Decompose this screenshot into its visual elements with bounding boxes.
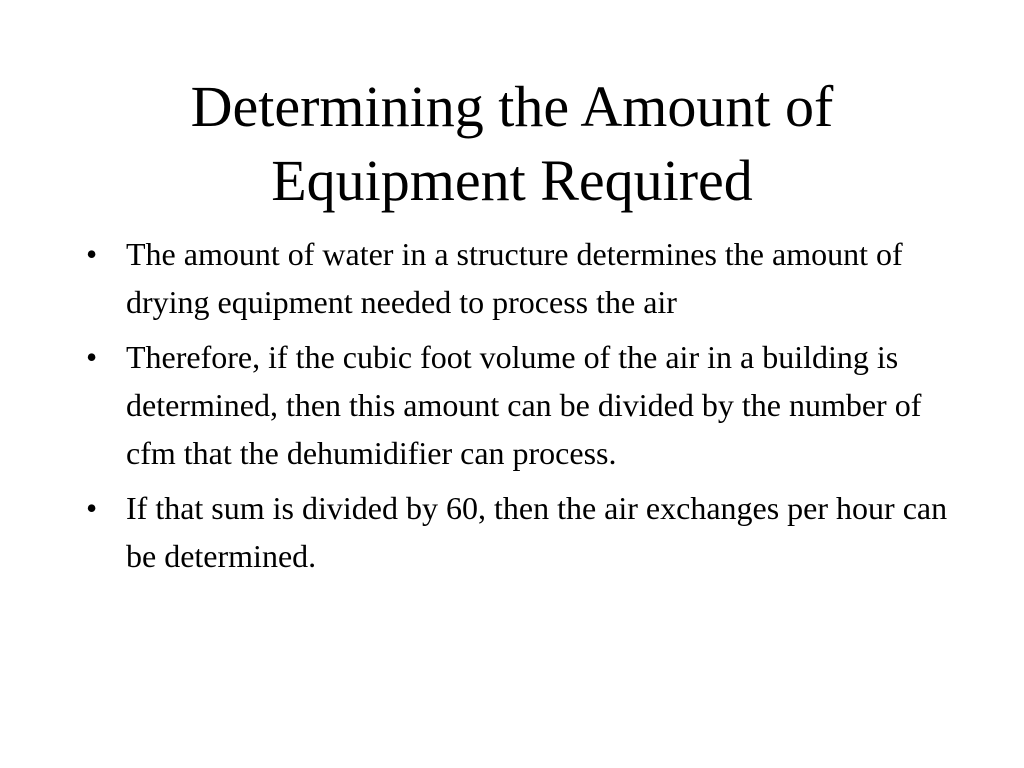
- title-line-1: Determining the Amount of: [190, 74, 834, 139]
- title-line-2: Equipment Required: [271, 148, 753, 213]
- bullet-item: [86, 484, 956, 580]
- bullet-text: If that sum is divided by 60, then the air exchanges per hour can be determined.: [126, 490, 948, 574]
- bullet-dot-icon: •: [86, 490, 98, 526]
- bullet-item: [86, 230, 956, 326]
- bullet-list: [86, 230, 956, 587]
- bullet-item: [86, 333, 956, 477]
- bullet-text: Therefore, if the cubic foot volume of the air in a building is determined, then this amount can be divided by the number of cfm that the dehumidifier can process.: [126, 339, 922, 471]
- slide-title: [0, 70, 1024, 218]
- bullet-dot-icon: •: [86, 236, 98, 272]
- bullet-text: The amount of water in a structure determines the amount of drying equipment needed to process the air: [126, 236, 903, 320]
- bullet-dot-icon: •: [86, 339, 98, 375]
